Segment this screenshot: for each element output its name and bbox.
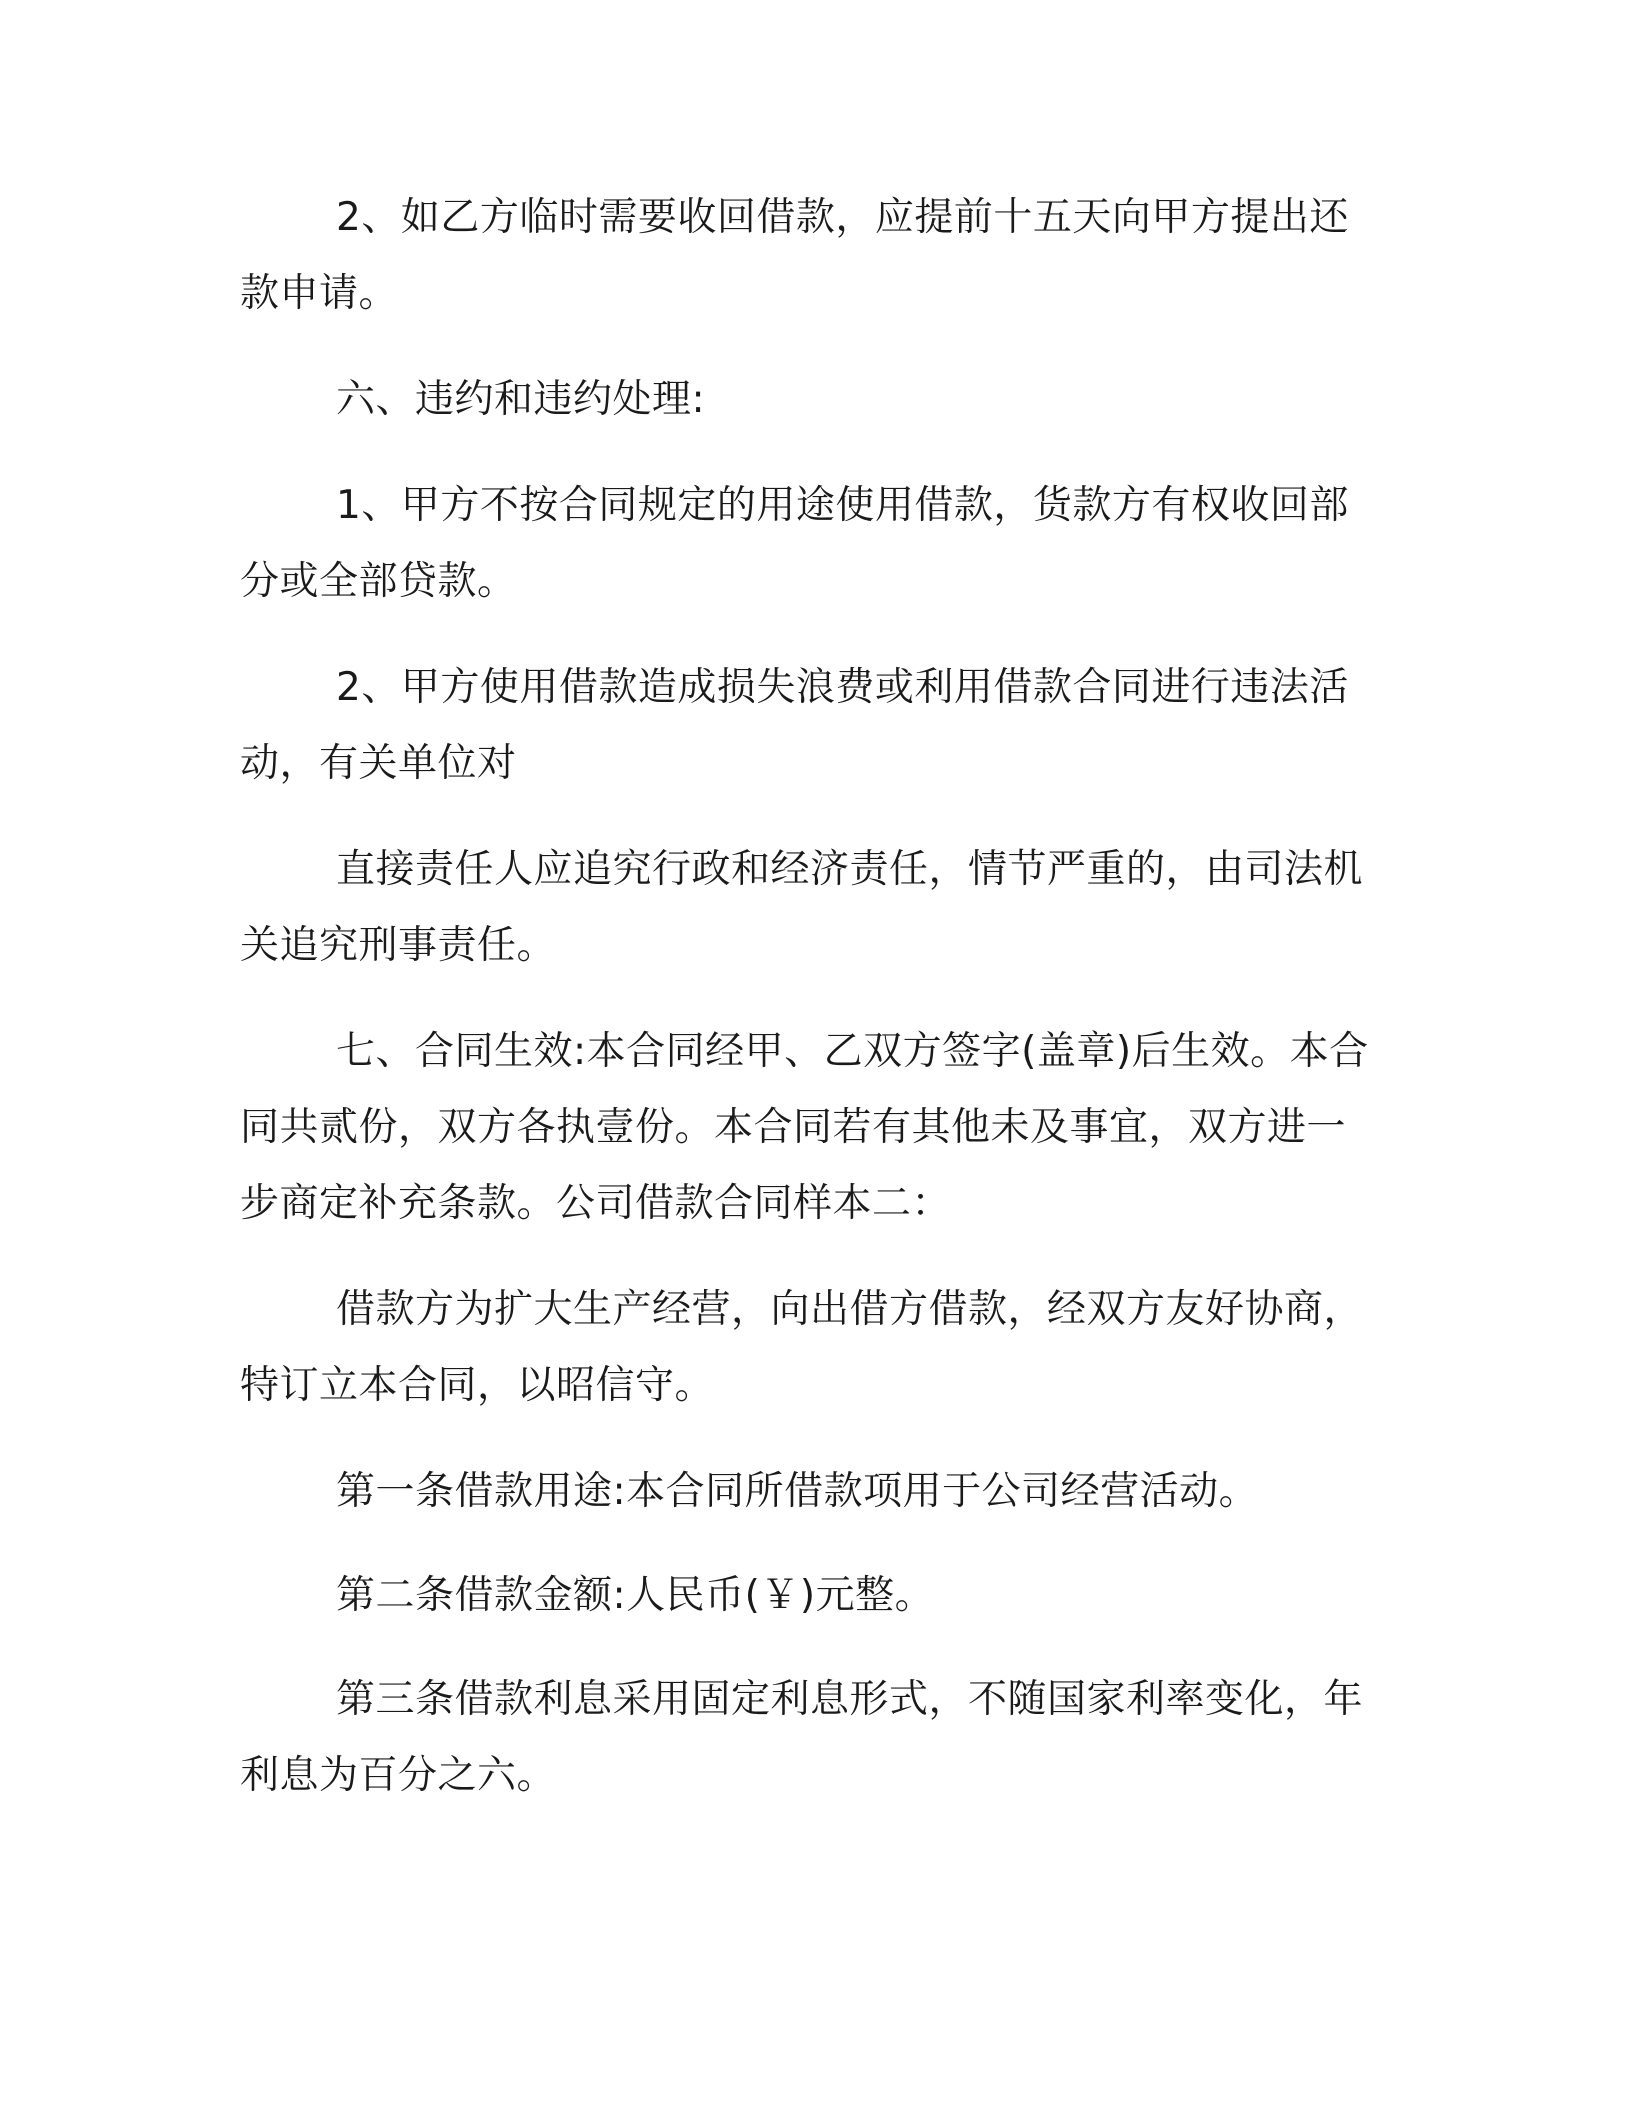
section-heading-breach: 六、违约和违约处理: — [336, 377, 706, 422]
article-3-loan-interest: 第三条借款利息采用固定利息形式，不随国家利率变化，年利息为百分之六。 — [240, 1677, 1364, 1798]
article-2-loan-amount: 第二条借款金额:人民币(￥)元整。 — [336, 1573, 935, 1618]
paragraph-repayment-notice: 2、如乙方临时需要收回借款，应提前十五天向甲方提出还款申请。 — [240, 195, 1349, 316]
paragraph-contract-effect: 七、合同生效:本合同经甲、乙双方签字(盖章)后生效。本合同共贰份，双方各执壹份。本合同若有其他未及事宜，双方进一步商定补充条款。公司借款合同样本二： — [240, 1029, 1369, 1226]
article-1-loan-use: 第一条借款用途:本合同所借款项用于公司经营活动。 — [336, 1469, 1259, 1514]
paragraph-breach-clause-1: 1、甲方不按合同规定的用途使用借款，货款方有权收回部分或全部贷款。 — [240, 483, 1349, 604]
paragraph-loan-purpose-intro: 借款方为扩大生产经营，向出借方借款，经双方友好协商，特订立本合同，以昭信守。 — [240, 1287, 1364, 1408]
paragraph-liability: 直接责任人应追究行政和经济责任，情节严重的，由司法机关追究刑事责任。 — [240, 847, 1364, 968]
document-body — [240, 180, 1370, 1844]
paragraph-breach-clause-2: 2、甲方使用借款造成损失浪费或利用借款合同进行违法活动，有关单位对 — [240, 665, 1349, 786]
